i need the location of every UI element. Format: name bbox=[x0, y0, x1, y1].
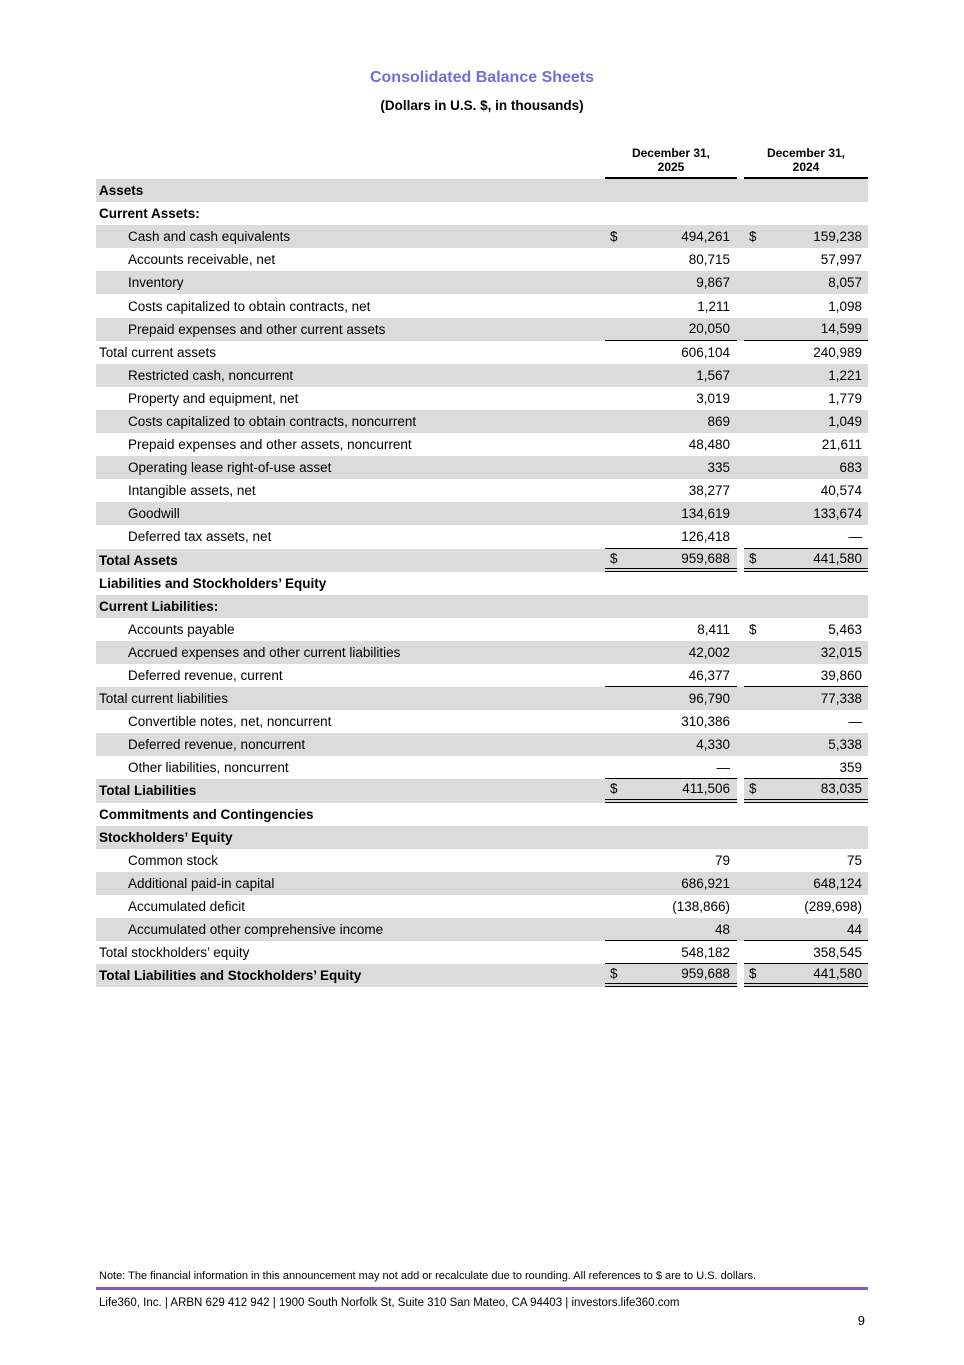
dollar-sign-2025: $ bbox=[610, 550, 618, 566]
row-label: Costs capitalized to obtain contracts, noncurrent bbox=[128, 413, 417, 429]
amount-2025: 494,261 bbox=[681, 229, 730, 245]
dollar-sign-2025: $ bbox=[610, 966, 618, 982]
table-row bbox=[96, 941, 868, 964]
column-gap bbox=[737, 433, 744, 456]
column-header-2025 bbox=[605, 147, 737, 179]
amount-2024: 57,997 bbox=[820, 252, 862, 268]
value-2025 bbox=[605, 294, 737, 317]
value-2025 bbox=[605, 225, 737, 248]
column-gap bbox=[737, 525, 744, 548]
column-gap bbox=[737, 387, 744, 410]
value-2024 bbox=[744, 664, 868, 687]
column-gap bbox=[737, 756, 744, 779]
page-number: 9 bbox=[857, 1313, 865, 1328]
column-gap bbox=[737, 341, 744, 364]
amount-2025: (138,866) bbox=[672, 898, 730, 914]
amount-2025: 38,277 bbox=[688, 483, 730, 499]
amount-2025: 46,377 bbox=[688, 667, 730, 683]
amount-2024: 21,611 bbox=[821, 437, 862, 453]
amount-2025: 4,330 bbox=[696, 737, 730, 753]
amount-2025: 411,506 bbox=[682, 781, 730, 797]
table-row bbox=[96, 641, 868, 664]
page-subtitle: (Dollars in U.S. $, in thousands) bbox=[380, 98, 584, 113]
table-row bbox=[96, 364, 868, 387]
column-gap bbox=[737, 710, 744, 733]
table-row bbox=[96, 525, 868, 548]
amount-2025: 959,688 bbox=[681, 550, 730, 566]
dollar-sign-2024: $ bbox=[749, 229, 757, 245]
value-2025 bbox=[605, 964, 737, 987]
footer-divider-line bbox=[96, 1287, 868, 1290]
row-label: Deferred tax assets, net bbox=[128, 529, 272, 545]
column-gap bbox=[737, 502, 744, 525]
value-2024 bbox=[744, 779, 868, 802]
value-2025 bbox=[605, 179, 737, 202]
table-row bbox=[96, 456, 868, 479]
column-gap bbox=[737, 410, 744, 433]
amount-2025: 8,411 bbox=[697, 621, 730, 637]
row-label: Prepaid expenses and other assets, noncurrent bbox=[128, 437, 412, 453]
column-header-2025-line1: December 31, bbox=[631, 146, 711, 160]
value-2024 bbox=[744, 641, 868, 664]
table-row bbox=[96, 202, 868, 225]
dollar-sign-2024: $ bbox=[749, 966, 757, 982]
amount-2024: 359 bbox=[839, 759, 862, 775]
column-gap bbox=[737, 318, 744, 341]
amount-2024: 5,463 bbox=[828, 621, 862, 637]
amount-2025: 48,480 bbox=[688, 437, 730, 453]
table-header-row bbox=[96, 139, 868, 179]
amount-2025: 9,867 bbox=[696, 275, 730, 291]
amount-2024: 159,238 bbox=[813, 229, 862, 245]
table-row bbox=[96, 895, 868, 918]
row-label: Property and equipment, net bbox=[128, 390, 299, 406]
row-label: Assets bbox=[99, 183, 144, 199]
amount-2024: 77,338 bbox=[820, 691, 862, 707]
table-row bbox=[96, 779, 868, 802]
table-row bbox=[96, 248, 868, 271]
row-label: Intangible assets, net bbox=[128, 483, 256, 499]
value-2025 bbox=[605, 479, 737, 502]
row-label: Goodwill bbox=[128, 506, 180, 522]
amount-2024: 240,989 bbox=[813, 344, 862, 360]
row-label: Current Assets: bbox=[99, 206, 200, 222]
value-2024 bbox=[744, 225, 868, 248]
table-row bbox=[96, 618, 868, 641]
column-gap bbox=[737, 595, 744, 618]
column-gap bbox=[737, 687, 744, 710]
column-gap bbox=[737, 271, 744, 294]
amount-2025: 548,182 bbox=[681, 944, 730, 960]
row-label: Liabilities and Stockholders’ Equity bbox=[99, 575, 327, 591]
amount-2025: 3,019 bbox=[696, 390, 730, 406]
value-2024 bbox=[744, 433, 868, 456]
row-label: Current Liabilities: bbox=[99, 598, 219, 614]
column-gap bbox=[737, 964, 744, 987]
column-gap bbox=[737, 364, 744, 387]
value-2025 bbox=[605, 687, 737, 710]
value-2025 bbox=[605, 364, 737, 387]
row-label: Common stock bbox=[128, 852, 219, 868]
value-2025 bbox=[605, 410, 737, 433]
value-2025 bbox=[605, 572, 737, 595]
table-row bbox=[96, 572, 868, 595]
rounding-note: Note: The financial information in this announcement may not add or recalculate due to rounding. All references to $ are to U.S. dollars. bbox=[99, 1270, 757, 1282]
column-gap bbox=[737, 849, 744, 872]
table-row bbox=[96, 849, 868, 872]
value-2024 bbox=[744, 341, 868, 364]
dollar-sign-2024: $ bbox=[749, 621, 757, 637]
column-gap bbox=[737, 618, 744, 641]
table-row bbox=[96, 479, 868, 502]
amount-2024: 83,035 bbox=[820, 781, 862, 797]
row-label: Total stockholders’ equity bbox=[99, 945, 250, 961]
dollar-sign-2025: $ bbox=[610, 229, 618, 245]
value-2025 bbox=[605, 664, 737, 687]
value-2024 bbox=[744, 179, 868, 202]
amount-2024: 44 bbox=[846, 921, 862, 937]
amount-2024: 39,860 bbox=[820, 667, 862, 683]
value-2025 bbox=[605, 341, 737, 364]
dollar-sign-2025: $ bbox=[610, 781, 618, 797]
table-row bbox=[96, 664, 868, 687]
value-2025 bbox=[605, 248, 737, 271]
amount-2024: 133,674 bbox=[813, 506, 862, 522]
value-2024 bbox=[744, 756, 868, 779]
column-gap bbox=[737, 803, 744, 826]
value-2024 bbox=[744, 849, 868, 872]
amount-2025: 310,386 bbox=[681, 714, 730, 730]
amount-2025: 48 bbox=[714, 921, 730, 937]
column-gap bbox=[737, 872, 744, 895]
row-label: Total current assets bbox=[99, 344, 217, 360]
value-2025 bbox=[605, 618, 737, 641]
value-2025 bbox=[605, 456, 737, 479]
value-2025 bbox=[605, 895, 737, 918]
table-row bbox=[96, 502, 868, 525]
row-label: Restricted cash, noncurrent bbox=[128, 367, 294, 383]
value-2024 bbox=[744, 456, 868, 479]
value-2024 bbox=[744, 549, 868, 572]
table-row bbox=[96, 733, 868, 756]
column-gap bbox=[737, 641, 744, 664]
value-2024 bbox=[744, 826, 868, 849]
value-2024 bbox=[744, 525, 868, 548]
row-label: Total current liabilities bbox=[99, 691, 229, 707]
column-gap bbox=[737, 941, 744, 964]
value-2025 bbox=[605, 826, 737, 849]
row-label: Deferred revenue, current bbox=[128, 668, 283, 684]
amount-2024: 1,049 bbox=[828, 413, 862, 429]
value-2025 bbox=[605, 733, 737, 756]
column-gap bbox=[737, 664, 744, 687]
value-2025 bbox=[605, 803, 737, 826]
value-2024 bbox=[744, 595, 868, 618]
value-2025 bbox=[605, 941, 737, 964]
column-gap bbox=[737, 733, 744, 756]
column-gap bbox=[737, 225, 744, 248]
amount-2025: 606,104 bbox=[681, 344, 730, 360]
table-row bbox=[96, 433, 868, 456]
column-gap bbox=[737, 179, 744, 202]
column-header-2024-line2: 2024 bbox=[792, 159, 820, 174]
amount-2024: 1,098 bbox=[828, 298, 862, 314]
amount-2025: 959,688 bbox=[681, 966, 730, 982]
amount-2024: 32,015 bbox=[820, 644, 862, 660]
row-label: Accrued expenses and other current liabilities bbox=[128, 644, 401, 660]
value-2025 bbox=[605, 502, 737, 525]
column-gap bbox=[737, 294, 744, 317]
value-2025 bbox=[605, 710, 737, 733]
value-2024 bbox=[744, 572, 868, 595]
value-2025 bbox=[605, 918, 737, 941]
table-row bbox=[96, 410, 868, 433]
table-row bbox=[96, 387, 868, 410]
amount-2024: 8,057 bbox=[828, 275, 862, 291]
value-2025 bbox=[605, 433, 737, 456]
amount-2025: 79 bbox=[714, 852, 730, 868]
value-2024 bbox=[744, 803, 868, 826]
amount-2024: 441,580 bbox=[813, 550, 862, 566]
column-header-2024 bbox=[744, 147, 868, 179]
row-label: Additional paid-in capital bbox=[128, 875, 275, 891]
row-label: Prepaid expenses and other current assets bbox=[128, 321, 386, 337]
table-row bbox=[96, 803, 868, 826]
column-header-2024-line1: December 31, bbox=[766, 146, 846, 160]
row-label: Stockholders’ Equity bbox=[99, 829, 233, 845]
amount-2025: 20,050 bbox=[688, 321, 730, 337]
row-label: Accumulated other comprehensive income bbox=[128, 922, 384, 938]
value-2024 bbox=[744, 364, 868, 387]
table-row bbox=[96, 595, 868, 618]
value-2025 bbox=[605, 549, 737, 572]
value-2024 bbox=[744, 479, 868, 502]
amount-2024: (289,698) bbox=[804, 898, 862, 914]
table-row bbox=[96, 826, 868, 849]
amount-2025: — bbox=[716, 759, 730, 775]
row-label: Costs capitalized to obtain contracts, net bbox=[128, 298, 371, 314]
value-2025 bbox=[605, 271, 737, 294]
value-2025 bbox=[605, 318, 737, 341]
table-row bbox=[96, 225, 868, 248]
balance-sheet-table bbox=[96, 139, 868, 987]
value-2024 bbox=[744, 941, 868, 964]
value-2025 bbox=[605, 756, 737, 779]
amount-2024: — bbox=[848, 714, 862, 730]
column-gap bbox=[737, 918, 744, 941]
value-2025 bbox=[605, 641, 737, 664]
column-gap bbox=[737, 202, 744, 225]
amount-2024: 648,124 bbox=[813, 875, 862, 891]
amount-2025: 1,567 bbox=[696, 367, 730, 383]
value-2024 bbox=[744, 202, 868, 225]
row-label: Accounts receivable, net bbox=[128, 252, 276, 268]
value-2024 bbox=[744, 248, 868, 271]
table-row bbox=[96, 318, 868, 341]
column-gap bbox=[737, 779, 744, 802]
value-2024 bbox=[744, 687, 868, 710]
value-2024 bbox=[744, 318, 868, 341]
row-label: Operating lease right-of-use asset bbox=[128, 460, 332, 476]
company-info-line: Life360, Inc. | ARBN 629 412 942 | 1900 South Norfolk St, Suite 310 San Mateo, CA 94403 | investors.life360.com bbox=[99, 1297, 680, 1309]
amount-2024: 683 bbox=[839, 460, 862, 476]
dollar-sign-2024: $ bbox=[749, 550, 757, 566]
amount-2025: 80,715 bbox=[688, 252, 730, 268]
amount-2025: 686,921 bbox=[681, 875, 730, 891]
value-2025 bbox=[605, 595, 737, 618]
value-2024 bbox=[744, 410, 868, 433]
column-gap bbox=[737, 572, 744, 595]
row-label: Commitments and Contingencies bbox=[99, 806, 314, 822]
table-row bbox=[96, 710, 868, 733]
value-2024 bbox=[744, 895, 868, 918]
value-2025 bbox=[605, 202, 737, 225]
row-label: Total Liabilities bbox=[99, 783, 197, 799]
table-row bbox=[96, 549, 868, 572]
amount-2025: 335 bbox=[707, 460, 730, 476]
table-body bbox=[96, 179, 868, 987]
amount-2024: 40,574 bbox=[820, 483, 862, 499]
amount-2025: 42,002 bbox=[688, 644, 730, 660]
value-2025 bbox=[605, 872, 737, 895]
value-2025 bbox=[605, 779, 737, 802]
value-2024 bbox=[744, 872, 868, 895]
value-2024 bbox=[744, 618, 868, 641]
table-row bbox=[96, 964, 868, 987]
table-row bbox=[96, 687, 868, 710]
table-row bbox=[96, 872, 868, 895]
row-label: Accounts payable bbox=[128, 621, 235, 637]
value-2024 bbox=[744, 733, 868, 756]
column-gap bbox=[737, 248, 744, 271]
row-label: Deferred revenue, noncurrent bbox=[128, 737, 306, 753]
value-2025 bbox=[605, 387, 737, 410]
table-row bbox=[96, 179, 868, 202]
column-gap bbox=[737, 479, 744, 502]
value-2024 bbox=[744, 710, 868, 733]
row-label: Cash and cash equivalents bbox=[128, 229, 291, 245]
amount-2024: 75 bbox=[846, 852, 862, 868]
amount-2024: 358,545 bbox=[813, 944, 862, 960]
value-2025 bbox=[605, 849, 737, 872]
row-label: Total Assets bbox=[99, 552, 178, 568]
row-label: Total Liabilities and Stockholders’ Equity bbox=[99, 968, 362, 984]
dollar-sign-2024: $ bbox=[749, 781, 757, 797]
value-2024 bbox=[744, 502, 868, 525]
value-2024 bbox=[744, 964, 868, 987]
value-2025 bbox=[605, 525, 737, 548]
amount-2024: 14,599 bbox=[820, 321, 862, 337]
amount-2025: 869 bbox=[707, 413, 730, 429]
amount-2024: 1,221 bbox=[828, 367, 862, 383]
row-label: Accumulated deficit bbox=[128, 898, 246, 914]
table-row bbox=[96, 341, 868, 364]
column-header-2025-line2: 2025 bbox=[657, 159, 685, 174]
amount-2025: 134,619 bbox=[681, 506, 730, 522]
table-row bbox=[96, 271, 868, 294]
column-gap bbox=[737, 549, 744, 572]
table-row bbox=[96, 756, 868, 779]
column-gap bbox=[737, 895, 744, 918]
row-label: Convertible notes, net, noncurrent bbox=[128, 714, 332, 730]
column-gap bbox=[737, 826, 744, 849]
column-gap bbox=[737, 456, 744, 479]
value-2024 bbox=[744, 387, 868, 410]
row-label: Other liabilities, noncurrent bbox=[128, 760, 289, 776]
amount-2024: 441,580 bbox=[813, 966, 862, 982]
value-2024 bbox=[744, 918, 868, 941]
table-row bbox=[96, 918, 868, 941]
amount-2024: 1,779 bbox=[828, 390, 862, 406]
amount-2025: 126,418 bbox=[681, 528, 730, 544]
amount-2024: 5,338 bbox=[828, 737, 862, 753]
page-title: Consolidated Balance Sheets bbox=[369, 69, 595, 86]
amount-2025: 96,790 bbox=[688, 691, 730, 707]
value-2024 bbox=[744, 271, 868, 294]
row-label: Inventory bbox=[128, 275, 184, 291]
table-row bbox=[96, 294, 868, 317]
amount-2024: — bbox=[848, 528, 862, 544]
value-2024 bbox=[744, 294, 868, 317]
amount-2025: 1,211 bbox=[697, 298, 730, 314]
